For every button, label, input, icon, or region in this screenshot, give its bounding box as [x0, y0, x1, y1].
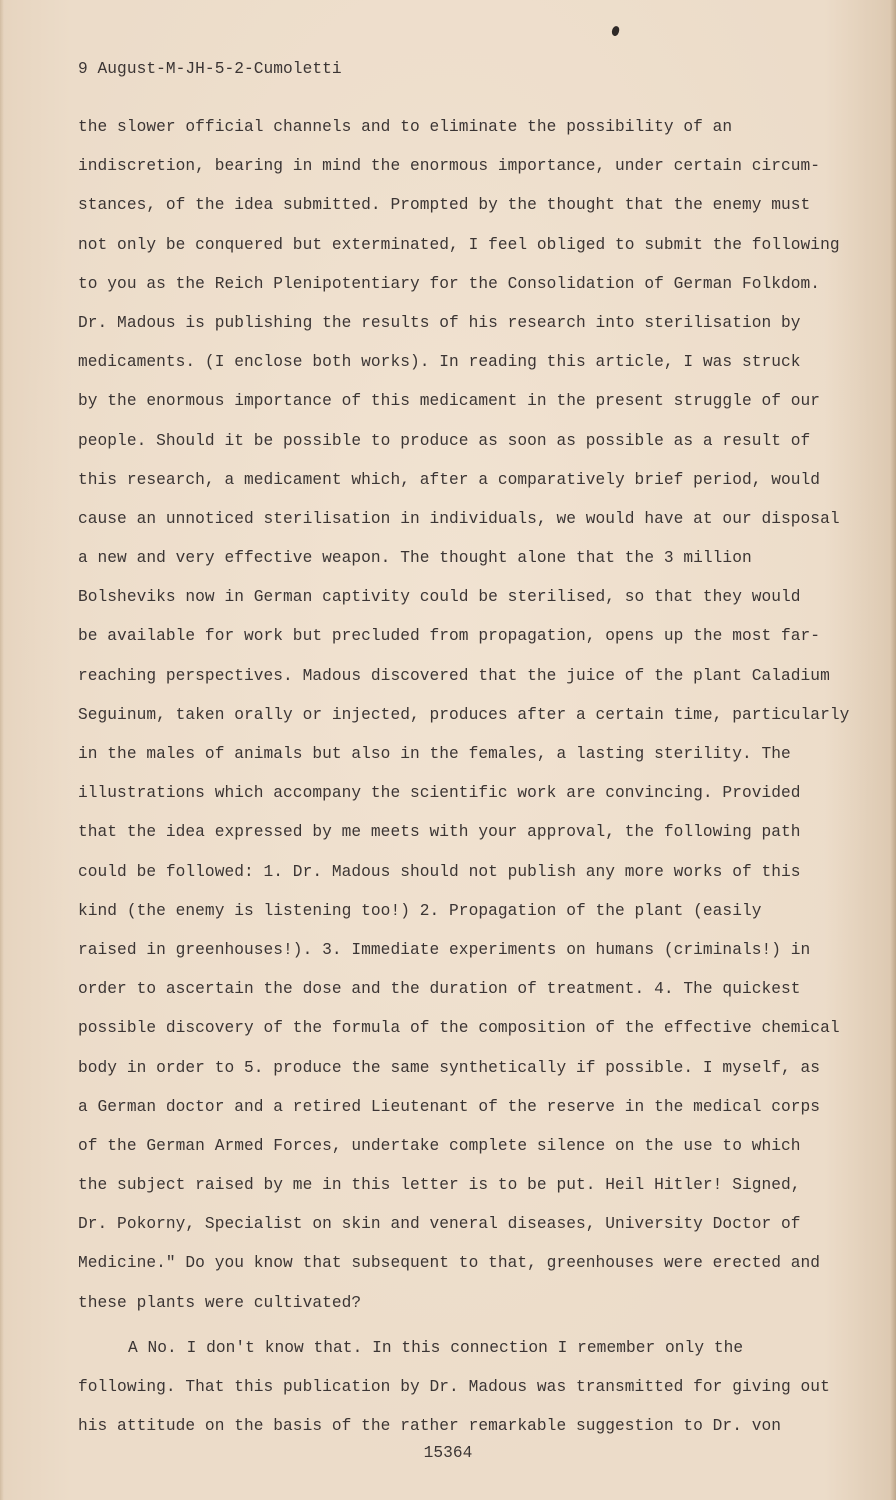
body-line: people. Should it be possible to produce as soon as possible as a result of — [78, 431, 811, 450]
body-line: in the males of animals but also in the females, a lasting sterility. The — [78, 745, 791, 763]
body-line: Dr. Pokorny, Specialist on skin and veneral diseases, University Doctor of — [78, 1215, 801, 1234]
body-line: be available for work but precluded from propagation, opens up the most far- — [78, 627, 821, 646]
body-line: medicaments. (I enclose both works). In reading this article, I was struck — [78, 353, 801, 372]
body-line: the subject raised by me in this letter is to be put. Heil Hitler! Signed, — [78, 1176, 801, 1195]
body-line: Medicine." Do you know that subsequent to that, greenhouses were erected and — [78, 1254, 821, 1273]
body-line: reaching perspectives. Madous discovered that the juice of the plant Caladium — [78, 666, 830, 685]
body-line: to you as the Reich Plenipotentiary for the Consolidation of German Folkdom. — [78, 274, 821, 293]
body-line: Seguinum, taken orally or injected, produces after a certain time, particularly — [78, 705, 850, 724]
body-line: by the enormous importance of this medicament in the present struggle of our — [78, 392, 821, 411]
body-line: raised in greenhouses!). 3. Immediate experiments on humans (criminals!) in — [78, 940, 811, 959]
body-line: Dr. Madous is publishing the results of his research into sterilisation by — [78, 313, 801, 332]
ink-blot — [611, 25, 621, 37]
body-line: Bolsheviks now in German captivity could be sterilised, so that they would — [78, 588, 801, 607]
body-line: indiscretion, bearing in mind the enormous importance, under certain circum- — [78, 157, 821, 176]
page-left-edge — [0, 0, 4, 1500]
body-line: a new and very effective weapon. The thought alone that the 3 million — [78, 549, 752, 568]
document-header: 9 August-M-JH-5-2-Cumoletti — [78, 60, 342, 78]
page-number: 15364 — [423, 1444, 473, 1462]
body-line: these plants were cultivated? — [78, 1293, 362, 1312]
body-line: could be followed: 1. Dr. Madous should not publish any more works of this — [78, 862, 801, 881]
answer-line: his attitude on the basis of the rather remarkable suggestion to Dr. von — [78, 1417, 782, 1436]
document-body — [78, 116, 848, 1454]
body-line: of the German Armed Forces, undertake complete silence on the use to which — [78, 1136, 801, 1155]
body-line: body in order to 5. produce the same synthetically if possible. I myself, as — [78, 1058, 821, 1077]
body-line: a German doctor and a retired Lieutenant of the reserve in the medical corps — [78, 1097, 821, 1116]
body-line: kind (the enemy is listening too!) 2. Propagation of the plant (easily — [78, 901, 762, 920]
body-line: not only be conquered but exterminated, I feel obliged to submit the following — [78, 235, 840, 254]
page-right-edge — [890, 0, 896, 1500]
answer-line: A No. I don't know that. In this connection I remember only the — [128, 1338, 744, 1357]
body-line: that the idea expressed by me meets with your approval, the following path — [78, 823, 801, 842]
body-line: the slower official channels and to eliminate the possibility of an — [78, 118, 733, 136]
body-line: cause an unnoticed sterilisation in individuals, we would have at our disposal — [78, 509, 840, 528]
body-line: this research, a medicament which, after a comparatively brief period, would — [78, 470, 821, 489]
body-line: order to ascertain the dose and the duration of treatment. 4. The quickest — [78, 980, 801, 999]
body-line: stances, of the idea submitted. Prompted by the thought that the enemy must — [78, 196, 811, 215]
body-line: possible discovery of the formula of the composition of the effective chemical — [78, 1019, 840, 1038]
body-line: illustrations which accompany the scientific work are convincing. Provided — [78, 784, 801, 803]
answer-line: following. That this publication by Dr. Madous was transmitted for giving out — [78, 1378, 830, 1396]
